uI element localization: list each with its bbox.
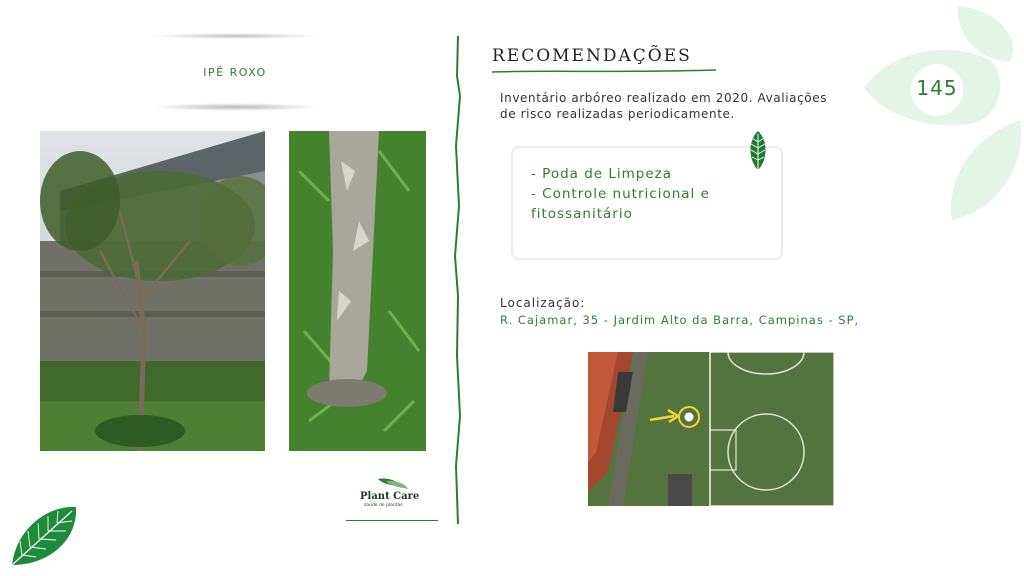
- card-shadow-bottom: [150, 103, 320, 111]
- brand-logo: [356, 477, 426, 507]
- description: [500, 90, 870, 122]
- decorative-leaf-bottom: [8, 503, 80, 569]
- list-item: fitossanitário: [531, 206, 633, 222]
- location-label: Localização:: [500, 296, 586, 310]
- location-map: [588, 352, 834, 506]
- list-item: - Controle nutricional e: [531, 186, 710, 202]
- card-shadow-top: [150, 33, 320, 39]
- trunk-photo: [289, 131, 426, 451]
- brand-underline: [346, 520, 438, 521]
- description-line-1: Inventário arbóreo realizado em 2020. Avaliações: [500, 91, 828, 105]
- species-name: IPÊ ROXO: [203, 66, 267, 79]
- list-item: - Poda de Limpeza: [531, 166, 673, 182]
- svg-text:Plant Care: Plant Care: [360, 491, 420, 502]
- section-title: RECOMENDAÇÕES: [492, 46, 692, 66]
- decorative-leaves-right: [860, 0, 1024, 225]
- vertical-divider: [452, 36, 464, 524]
- location-address: R. Cajamar, 35 - Jardim Alto da Barra, Campinas - SP,: [500, 313, 860, 327]
- tree-photo: [40, 131, 265, 451]
- section-underline: [492, 68, 716, 74]
- svg-text:saúde de plantas: saúde de plantas: [364, 503, 403, 507]
- recommendations-list: [531, 164, 771, 224]
- page-number: 145: [916, 76, 958, 100]
- description-line-2: de risco realizadas periodicamente.: [500, 107, 735, 121]
